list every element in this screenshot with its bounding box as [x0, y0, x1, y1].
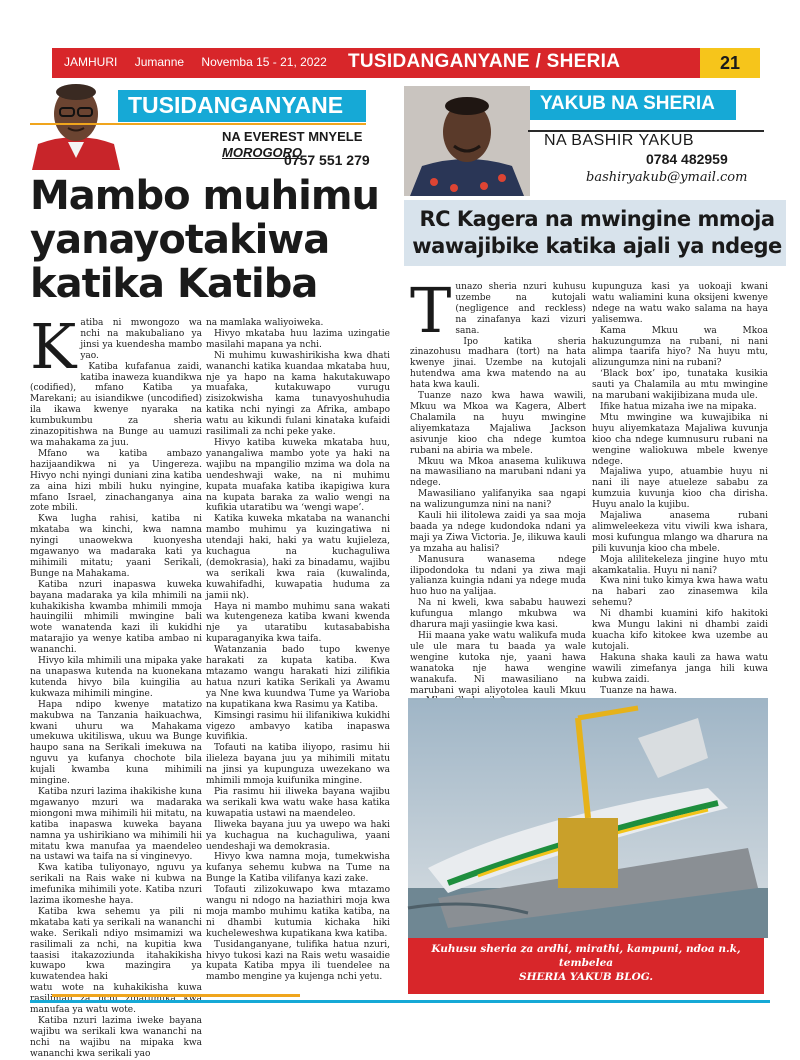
footer-accent-rule	[52, 994, 300, 997]
dropcap-right: T	[410, 274, 452, 347]
paragraph: Mfano wa katiba ambazo hazijaandikwa ni ya Uingereza. Hivyo nchi nyingi duniani zina katiba za aina hizi mbili huku nyingine, mfano Israel, zinachanganya aina zote mbili.	[30, 448, 202, 514]
column-rule-left	[30, 123, 366, 125]
paragraph: Kimsingi rasimu hii ilifanikiwa kukidhi vigezo ambavyo katiba inapaswa kuvifikia.	[206, 710, 390, 743]
columnist-photo-left	[30, 80, 122, 170]
article-right-column-1	[410, 274, 586, 696]
paragraph: na mamlaka waliyoiweka.	[206, 318, 324, 328]
issue-date: Novemba 15 - 21, 2022	[201, 55, 327, 69]
column-name-left: TUSIDANGANYANE	[128, 92, 344, 118]
paragraph: Tofauti zilizokuwapo kwa mtazamo wangu ni ndogo na haziathiri moja kwa moja mambo muhimu katika katiba, na ni dhambi kutumia kichaka hiki kucheleweshwa kupatikana kwa katiba.	[206, 885, 390, 939]
paragraph: Katiba nzuri lazima ihakikishe kuna mgawanyo mzuri wa madaraka miongoni mwa mihimili hii mitatu, na katiba inapaswa kuweka bayana namna ya ushirikiano wa mihimili hii mitatu kwa manufaa ya maendeleo na ustawi wa taifa na si vinginevyo.	[30, 786, 202, 863]
headline-left-line-1: Mambo muhimu	[30, 173, 380, 219]
paragraph: Kauli hii ilitolewa zaidi ya saa moja baada ya ndege kudondoka ndani ya maji ya Ziwa Victoria. Je, ilikuwa kauli ya mzaha au halisi?	[410, 511, 586, 554]
article-right-column-2	[592, 282, 768, 696]
issue-meta	[64, 55, 341, 69]
headline-left-line-3: katika Katiba	[30, 261, 318, 307]
paragraph: Pia rasimu hii iliweka bayana wajibu wa serikali kwa watu wake hasa katika kuwapatia ustawi na maendeleo.	[206, 786, 390, 819]
column-name-right: YAKUB NA SHERIA	[540, 93, 715, 114]
paragraph: Tuanze nazo kwa hawa wawili, Mkuu wa Mkoa wa Kagera, Albert Chalamila na huyu mwingine aliyemkataza Majaliwa Jackson asivunje kioo cha ndege kumtoa rubani na abiria wa mbele.	[410, 391, 586, 456]
paragraph: Hivyo kwa namna moja, tumekwisha kufanya sehemu kubwa na Tume na Bunge la Katiba vilifanya kazi zake.	[206, 852, 390, 885]
paragraph: Ifike hatua mizaha iwe na mipaka.	[600, 401, 757, 412]
paragraph: Watanzania bado tupo kwenye harakati za kupata katiba. Kwa mtazamo wangu harakati hizi zilifikia hatua nzuri katika Serikali ya Awamu ya Nne kwa kuundwa Tume ya Warioba na kupatikana kwa Rasimu ya Katiba.	[206, 645, 390, 710]
header-bar	[52, 48, 760, 78]
columnist-photo-right	[404, 86, 530, 196]
paragraph: Tusidanganyane, tulifika hatua nzuri, hivyo tukosi kazi na Rais wetu wasaidie kupata Katiba mpya ili tuendelee na mambo mengine ya kujenga nchi yetu.	[206, 939, 390, 983]
paragraph: Ipo katika sheria zinazohusu madhara (tort) na hata kwenye jinai. Uzembe na kutojali hutendwa ama kwa matendo na au hata kwa kauli.	[410, 336, 586, 391]
section-title: TUSIDANGANYANE / SHERIA	[348, 51, 621, 72]
ad-line-1: Kuhusu sheria za ardhi, mirathi, kampuni, ndoa n.k,	[431, 943, 741, 955]
paper-name: JAMHURI	[64, 55, 118, 69]
paragraph: Majaliwa anasema rubani alimweleekeza vitu viwili kwa ishara, mosi kufungua mlango wa dharura na pili kuvunja kioo cha mbele.	[592, 511, 768, 554]
plane-crash-photo	[408, 698, 768, 938]
phone-right: 0784 482959	[646, 151, 728, 167]
paragraph: Katiba kufafanua zaidi, katiba inaweza kuandikwa (codified), mfano Katiba ya Marekani; au isiandikwe (uncodified) ila ikawa kwenye nyaraka na kumbukumbu za sheria zinazopitishwa na Bunge au uamuzi wa mahakama za juu.	[30, 361, 202, 448]
paragraph: Iliweka bayana juu ya uwepo wa haki ya kuchagua na kuchaguliwa, yaani uendeshaji wa demokrasia.	[206, 819, 390, 852]
column-name-box-right	[530, 90, 736, 120]
paragraph: Moja alilitekeleza jingine huyo mtu akamkataliа. Huyu ni nani?	[592, 554, 768, 576]
paragraph: Tofauti na katiba iliyopo, rasimu hii ilieleza bayana juu ya mihimili mitatu na jinsi ya kupunguza uwezekano wa mhimili mmoja kuifunika mingine.	[206, 743, 390, 787]
headline-left-line-2: yanayotakiwa	[30, 217, 330, 263]
paragraph: Tuanze na hawa.	[600, 685, 678, 696]
article-left-column-2	[206, 318, 390, 994]
paragraph: Hivyo mkataba huu lazima uzingatie masilahi mapana ya nchi.	[206, 328, 390, 350]
author-right: NA BASHIR YAKUB	[544, 132, 695, 149]
paragraph: Katiba kwa sehemu ya pili ni mkataba kati ya serikali na wananchi wake. Serikali ndiyo msimamizi wa rasilimali za nchi, na kupitia kwa taasisi itakazoziunda itahakikisha kuwapo kwa mazingira ya kuwatendea haki	[30, 906, 202, 983]
paragraph: Kama Mkuu wa Mkoa hakuzungumza na rubani, ni nani alimpa taarifa hiyo? Na huyu mtu, alizungumza nini na rubani?	[592, 325, 768, 369]
headline-right-line-2: wawajibike katika ajali ya ndege	[412, 234, 782, 258]
paragraph: Katiba nzuri lazima iweke bayana wajibu wa serikali kwa wananchi na nchi na wajibu na mipaka kwa wananchi kwa serikali yao	[30, 1016, 202, 1059]
paragraph: Majaliwa yupo, atuambie huyu ni nani ili naye atueleze sababu za kumzuia kuvunja kioo cha dirisha. Huyu analo la kujibu.	[592, 467, 768, 511]
column-name-box-left	[118, 90, 366, 122]
paragraph: Mtu mwingine wa kuwajibika ni huyu aliyemkataza Majaliwa kuvunja kioo cha ndege kumnusuru rubani na wengine waliokuwa mbele kwenye ndege.	[592, 412, 768, 467]
paragraph: Hakuna shaka kauli za hawa watu wawili zimefanya janga hili kuwa kubwa zaidi.	[592, 652, 768, 685]
paragraph: Ni muhimu kuwashirikisha kwa dhati wananchi katika kuandaa mkataba huu, nje ya hapo na kama hakutakuwapo muafaka, kutakuwapo vurugu zisizokwisha kama tunavyoshuhudia katika nchi nyingi za Afrika, ambapo watu au kikundi fulani kinataka kufaidi rasilimali za nchi peke yake.	[206, 350, 390, 438]
blog-ad-banner	[408, 938, 764, 994]
ad-line-3: SHERIA YAKUB BLOG.	[518, 971, 653, 983]
location-left: MOROGORO	[222, 145, 303, 160]
paragraph: Hivyo kila mhimili una mipaka yake na unapaswa kutenda na kuonekana kutenda hivyo bila kuingilia au kukwaza mihimili mingine.	[30, 656, 202, 699]
paragraph: Katiba nzuri inapaswa kuweka bayana madaraka ya kila mhimili na kuhakikisha kwamba mhimili mmoja hauingilii mhimili mwingine bali wote wanatenda kazi ili kukidhi matarajio ya wenye katiba ambao ni wananchi.	[30, 579, 202, 656]
paragraph: Hivyo katiba kuweka mkataba huu, yanangaliwa mambo yote ya haki na wajibu na mpangilio mzima wa dola na uendeshwaji wake, na ni muhimu kupata muafaka katiba ikapigiwa kura na kupata baraka za walio wengi na kufikia utaratibu wa ‘wengi wape’.	[206, 437, 390, 514]
paragraph: atiba ni mwongozo wa nchi na makubaliano ya jinsi ya kuendesha mambo yao.	[80, 318, 202, 361]
paragraph: Kwa katiba tuliyonayo, nguvu ya serikali na Rais wake ni kubwa na imefunika mihimili yote. Katiba nzuri lazima ikomeshe haya.	[30, 863, 202, 907]
headline-left	[30, 174, 390, 306]
dropcap-left: K	[30, 310, 77, 383]
paragraph: watu wote na kuhakikisha kuwa manufaa ya watu wote.	[30, 983, 202, 1016]
paragraph: Ni dhambi kuamini kifo hakitoki kwa Mungu lakini ni dhambi zaidi kuacha kifo kitokee kwa uzembe au kutojali.	[592, 609, 768, 652]
paragraph: Katika kuweka mkataba na wananchi mambo muhimu ya kuzingatiwa ni utendaji haki, haki ya watu kujieleza, kuchagua na kuchaguliwa (demokrasia), haki za binadamu, wajibu wa serikali kwa raia (kuwalinda, kuwahifadhi, kuwapatia huduma za jamii nk).	[206, 514, 390, 601]
paragraph: Manusura wanasema ndege ilipodondoka tu ndani ya ziwa maji yalianza kuingia ndani ya ndege muda huo huo na yalijaa.	[410, 554, 586, 598]
ad-line-2: tembelea	[558, 957, 614, 969]
author-left: NA EVEREST MNYELE	[222, 129, 363, 144]
phone-left: 0757 551 279	[284, 152, 370, 168]
paragraph: Na ni kweli, kwa sababu hauwezi kufungua mlango mkubwa wa dharura maji yasiingie kwa kasi.	[410, 598, 586, 631]
paragraph: Kwa lugha rahisi, katiba ni mkataba wa kinchi, kwa namna nyingi unaowekwa kuonyesha mgawanyo wa madaraka kati ya mihimili mitatu; yaani Serikali, Bunge na Mahakama.	[30, 514, 202, 579]
headline-right	[412, 206, 782, 260]
page-number: 21	[700, 48, 760, 78]
issue-day: Jumanne	[134, 55, 185, 69]
headline-right-line-1: RC Kagera na mwingine mmoja	[419, 207, 775, 231]
paragraph: Mkuu wa Mkoa anasema kulikuwa na mawasiliano na marubani ndani ya ndege.	[410, 456, 586, 489]
paragraph: Kwa nini tuko kimya kwa hawa watu na habari zao zinasemwa kila sehemu?	[592, 576, 768, 609]
paragraph: Hii maana yake watu walikufa muda ule ule mara tu baada ya wale wengine kutoka nje, yaani hawa wanatoka nje hawa wengine wanakufa. Ni mawasiliano na marubani wapi aliyotolea kauli Mkuu	[410, 631, 586, 696]
paragraph: Haya ni mambo muhimu sana wakati wa kutengeneza katiba kwani kwenda nje ya utaratibu kutasababisha kuparaganyika kwa taifa.	[206, 601, 390, 645]
email-right: bashiryakub@ymail.com	[586, 170, 748, 185]
paragraph: Hapa ndipo kwenye matatizo makubwa na Tanzania haikuachwa, kwani uhuru wa Mahakama umekuwa ukitiliswa, ukuu wa Bunge haupo sana na Serikali imekuwa na nguvu ya kufanya chochote bila kujali kwamba kuna mihimili mingine.	[30, 699, 202, 787]
paragraph: ‘Black box’ ipo, tunataka kusikia sauti ya Chalamila au mtu mwingine na marubani wakijibizana muda ule.	[592, 369, 768, 402]
paragraph: kupunguza kasi ya uokoaji kwani watu waliamini kuna oksijeni kwenye ndege na watu wako salama na haya yalisemwa.	[592, 282, 768, 325]
footer-rule	[30, 1000, 770, 1003]
article-left-column-1	[30, 310, 202, 1059]
paragraph: Mawasiliano yalifanyika saa ngapi na walizungumza nini na nani?	[410, 489, 586, 511]
paragraph: unazo sheria nzuri kuhusu uzembe na kutojali (negligence and reckless) na zinafanya kazi vizuri sana.	[455, 282, 586, 336]
